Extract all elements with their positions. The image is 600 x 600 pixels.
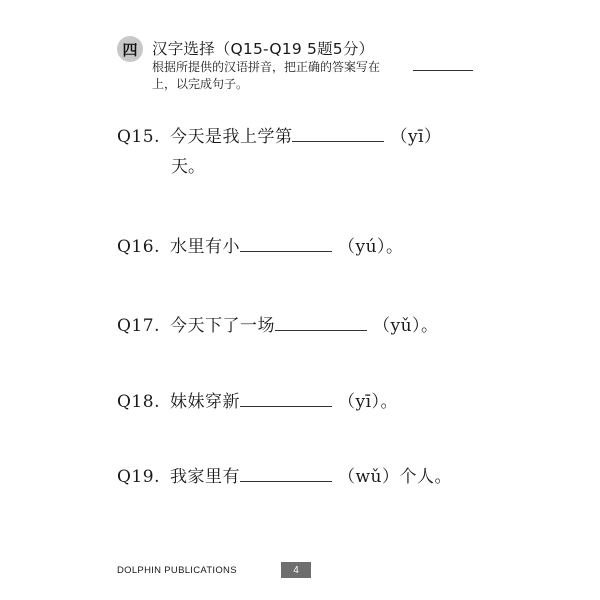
pinyin-hint: （yǔ） — [372, 316, 422, 336]
question-number: Q19. — [117, 467, 160, 487]
pinyin-hint: （yú） — [337, 237, 387, 257]
question-text: 水里有小 — [169, 237, 240, 257]
instruction-line-2: 上，以完成句子。 — [152, 77, 249, 91]
answer-blank[interactable] — [292, 124, 384, 142]
question-q15 — [117, 122, 442, 147]
question-text: 我家里有 — [169, 467, 240, 487]
instruction-blank — [413, 70, 473, 71]
instruction-line-1: 根据所提供的汉语拼音，把正确的答案写在 — [152, 60, 381, 74]
question-ending: 。 — [380, 392, 399, 412]
answer-blank[interactable] — [240, 389, 332, 407]
question-number: Q17. — [117, 316, 160, 336]
question-ending: 个人。 — [399, 467, 452, 487]
section-title: 汉字选择（Q15-Q19 5题5分） — [152, 40, 375, 58]
question-ending: 。 — [386, 237, 404, 257]
answer-blank[interactable] — [275, 313, 367, 331]
answer-blank[interactable] — [240, 464, 332, 482]
question-text: 妹妹穿新 — [169, 392, 240, 412]
question-q15-continuation: 天。 — [171, 157, 205, 177]
footer-publisher: DOLPHIN PUBLICATIONS — [117, 565, 237, 576]
question-ending: 。 — [421, 316, 439, 336]
question-q19 — [117, 462, 452, 487]
question-text: 今天下了一场 — [169, 316, 275, 336]
pinyin-hint: （yī） — [337, 392, 381, 412]
answer-blank[interactable] — [240, 234, 332, 252]
question-q17 — [117, 311, 439, 336]
pinyin-hint: （yī） — [390, 127, 442, 147]
page-number: 4 — [281, 562, 311, 578]
question-text: 今天是我上学第 — [169, 127, 293, 147]
question-number: Q16. — [117, 237, 160, 257]
question-q18 — [117, 387, 398, 412]
question-number: Q18. — [117, 392, 160, 412]
question-q16 — [117, 232, 404, 257]
section-badge: 四 — [117, 36, 143, 62]
pinyin-hint: （wǔ） — [337, 467, 400, 487]
question-number: Q15. — [117, 127, 160, 147]
